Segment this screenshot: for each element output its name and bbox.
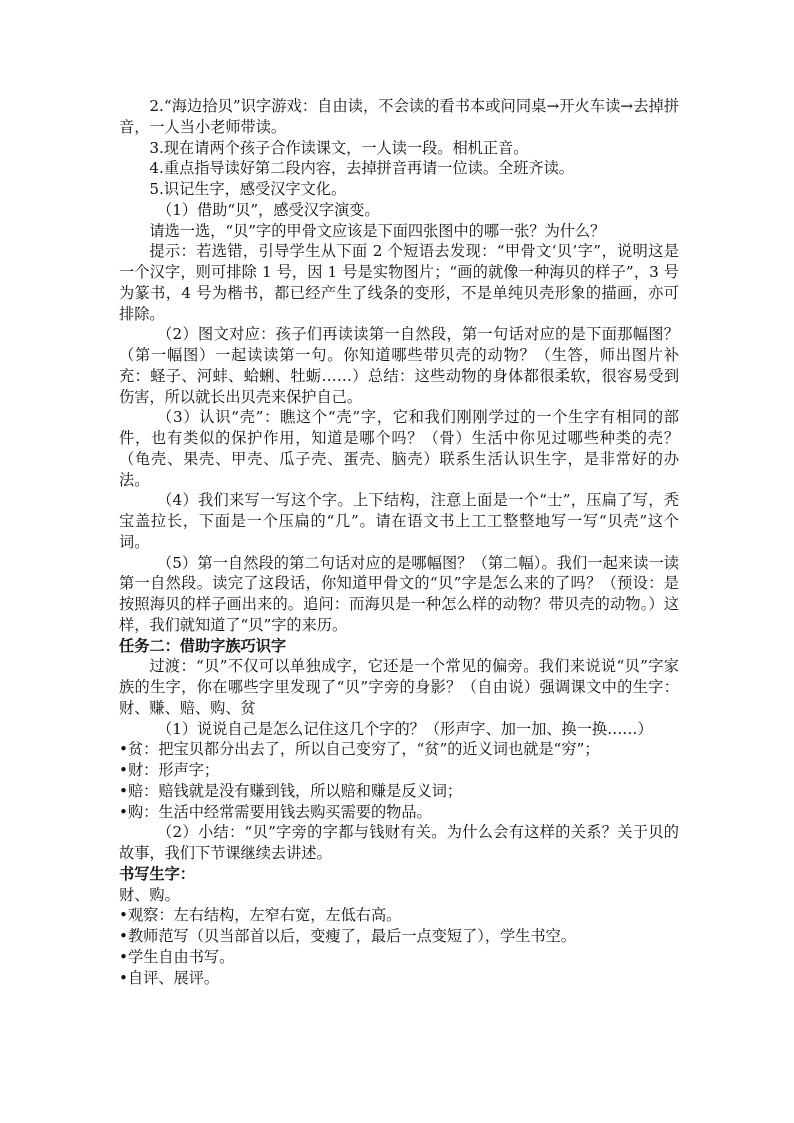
- paragraph-hint: 提示：若选错，引导学生从下面 2 个短语去发现：“甲骨文‘贝’字”，说明这是一个汉字，则可排除 1 号，因 1 号是实物图片；“画的就像一种海贝的样子”，3 号为篆书，4 号为楷书，都已经产生了线条的变形，不是单纯贝壳形象的描画，亦可排除。: [119, 242, 679, 323]
- paragraph-summary: （2）小结：“贝”字旁的字都与钱财有关。为什么会有这样的关系？关于贝的故事，我们下节课继续去讲述。: [119, 823, 679, 862]
- bullet-gou: •购：生活中经常需要用钱去购买需要的物品。: [119, 802, 432, 821]
- section-heading-writing: 书写生字：: [119, 864, 195, 883]
- section-heading-task-two: 任务二：借助字族巧识字: [119, 636, 287, 655]
- paragraph-memorize-characters: 5.识记生字，感受汉字文化。: [149, 180, 347, 198]
- paragraph-image-text: （2）图文对应：孩子们再读读第一自然段，第一句话对应的是下面那幅图？（第一幅图）一起读读第一句。你知道哪些带贝壳的动物？（生答，师出图片补充：蛏子、河蚌、蛤蜊、牡蛎……）总结：这些动物的身体都很柔软，很容易受到伤害，所以就长出贝壳来保护自己。: [119, 325, 679, 406]
- paragraph-writing-characters: 财、购。: [119, 885, 180, 904]
- bullet-student-writing: •学生自由书写。: [119, 947, 235, 966]
- document-body: [119, 96, 679, 988]
- paragraph-origin: （5）第一自然段的第二句话对应的是哪幅图？（第二幅）。我们一起来读一读第一自然段。读完了这段话，你知道甲骨文的“贝”字是怎么来的了吗？（预设：是按照海贝的样子画出来的。追问：而海贝是一种怎么样的动物？带贝壳的动物。）这样，我们就知道了“贝”字的来历。: [119, 553, 679, 634]
- paragraph-memory-methods: （1）说说自己是怎么记住这几个字的？（形声字、加一加、换一换……）: [157, 719, 653, 738]
- paragraph-second-section: 4.重点指导读好第二段内容，去掉拼音再请一位读。全班齐读。: [149, 159, 574, 178]
- bullet-teacher-demo: •教师范写（贝当部首以后，变瘦了，最后一点变短了），学生书空。: [119, 927, 576, 945]
- paragraph-shell: （3）认识“壳”：瞧这个“壳”字，它和我们刚刚学过的一个生字有相同的部件，也有类似的保护作用，知道是哪个吗？（骨）生活中你见过哪些种类的壳？（龟壳、果壳、甲壳、瓜子壳、蛋壳、脑壳）联系生活认识生字，是非常好的办法。: [119, 408, 679, 489]
- paragraph-pair-reading: 3.现在请两个孩子合作读课文，一人读一段。相机正音。: [149, 138, 529, 157]
- bullet-pei: •赔：赔钱就是没有赚到钱，所以赔和赚是反义词；: [119, 781, 463, 800]
- bullet-cai: •财：形声字；: [119, 761, 220, 779]
- paragraph-question: 请选一选，“贝”字的甲骨文应该是下面四张图中的哪一张？为什么？: [149, 221, 606, 240]
- bullet-observe: •观察：左右结构，左窄右宽，左低右高。: [119, 906, 402, 925]
- paragraph-write-shell: （4）我们来写一写这个字。上下结构，注意上面是一个“士”，压扁了写，秃宝盖拉长，下面是一个压扁的“几”。请在语文书上工工整整地写一写“贝壳”这个词。: [119, 491, 679, 551]
- paragraph-transition: 过渡：“贝”不仅可以单独成字，它还是一个常见的偏旁。我们来说说“贝”字家族的生字，你在哪些字里发现了“贝”字旁的身影？（自由说）强调课文中的生字：财、赚、赔、购、贫: [119, 657, 679, 717]
- bullet-evaluation: •自评、展评。: [119, 968, 220, 987]
- paragraph-evolution: （1）借助“贝”，感受汉字演变。: [157, 200, 380, 219]
- paragraph-game: 2.“海边拾贝”识字游戏：自由读，不会读的看书本或问同桌→开火车读→去掉拼音，一人当小老师带读。: [119, 97, 679, 136]
- bullet-pin: •贫：把宝贝都分出去了，所以自己变穷了，“贫”的近义词也就是“穷”；: [119, 740, 600, 759]
